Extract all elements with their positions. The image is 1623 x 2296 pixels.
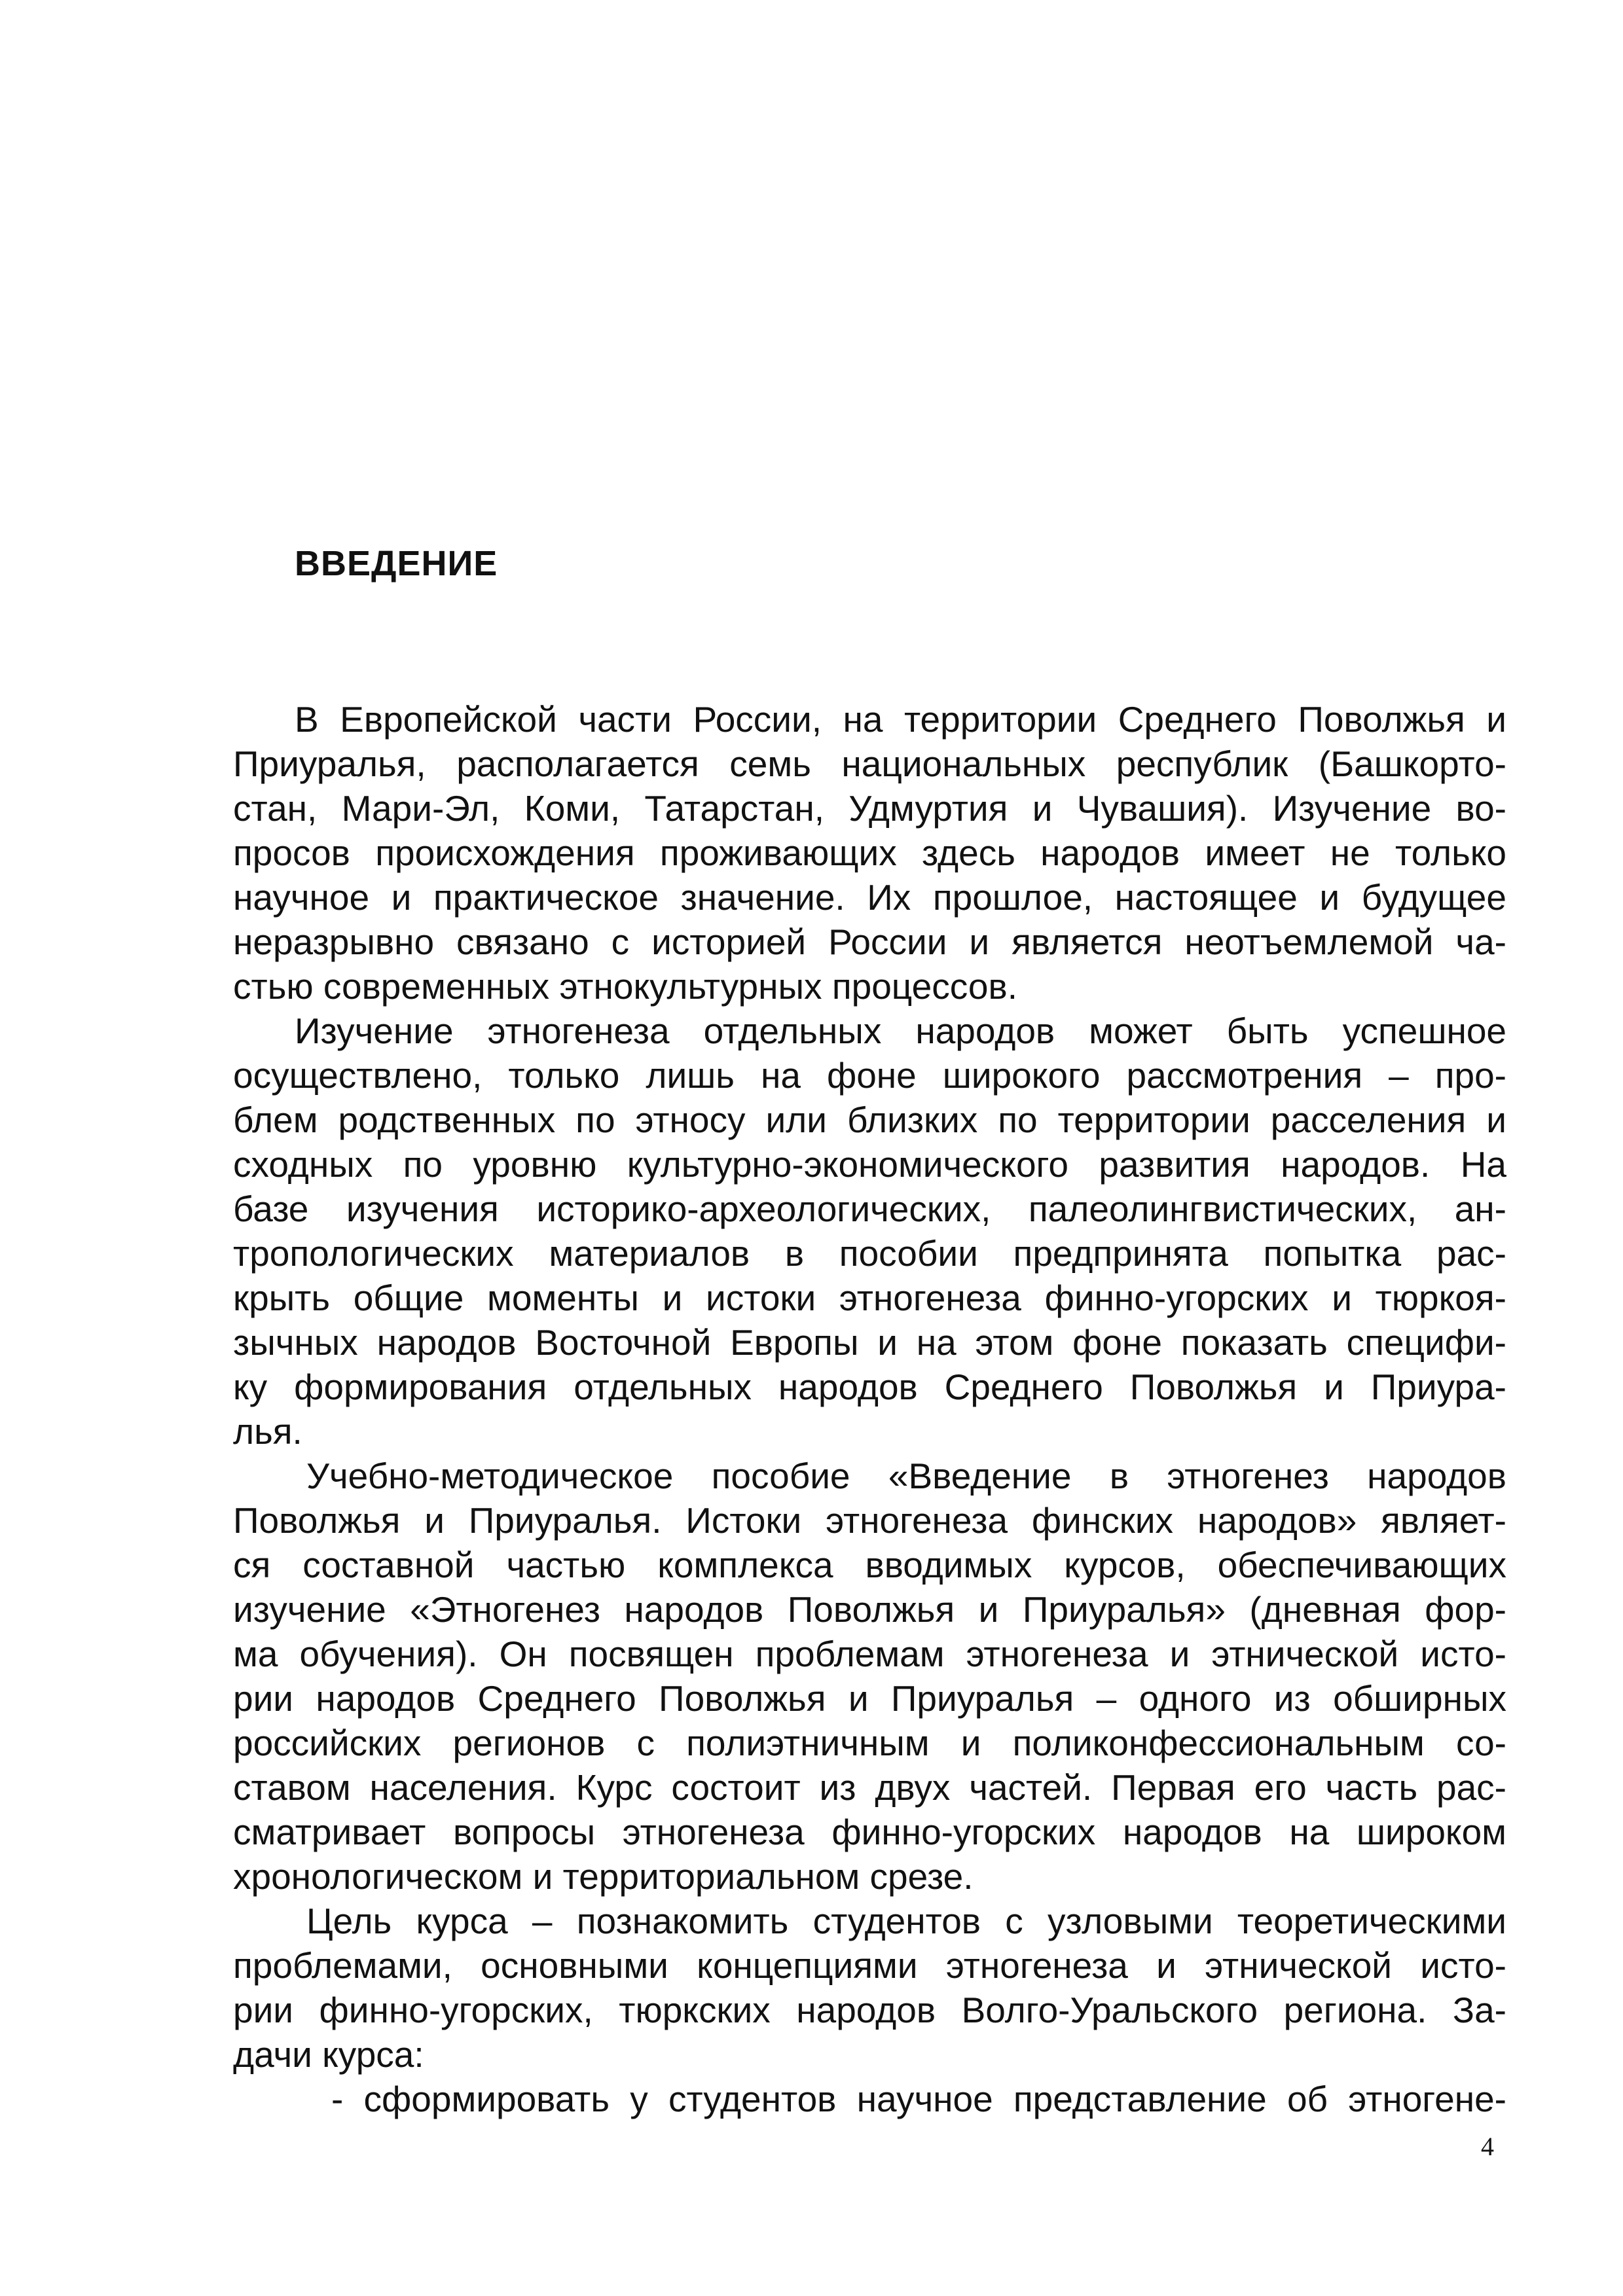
text-line: российских регионов с полиэтничным и поликонфессиональным со- bbox=[233, 1723, 1506, 1763]
text-line: изучение «Этногенез народов Поволжья и Приуралья» (дневная фор- bbox=[233, 1589, 1506, 1630]
text-line: Цель курса – познакомить студентов с узловыми теоретическими bbox=[306, 1901, 1506, 1941]
text-line: лья. bbox=[233, 1411, 302, 1452]
text-line: неразрывно связано с историей России и является неотъемлемой ча- bbox=[233, 922, 1506, 962]
text-line: Поволжья и Приуралья. Истоки этногенеза финских народов» являет- bbox=[233, 1500, 1506, 1541]
text-line: просов происхождения проживающих здесь народов имеет не только bbox=[233, 833, 1506, 873]
text-line: рии народов Среднего Поволжья и Приуралья – одного из обширных bbox=[233, 1678, 1506, 1719]
text-line: стью современных этнокультурных процессов. bbox=[233, 966, 1017, 1007]
text-line: осуществлено, только лишь на фоне широкого рассмотрения – про- bbox=[233, 1055, 1506, 1096]
text-line: рии финно-угорских, тюркских народов Волго-Уральского региона. За- bbox=[233, 1990, 1506, 2030]
text-line: ма обучения). Он посвящен проблемам этногенеза и этнической исто- bbox=[233, 1634, 1506, 1674]
text-line: ся составной частью комплекса вводимых курсов, обеспечивающих bbox=[233, 1545, 1506, 1585]
page-number: 4 bbox=[1481, 2132, 1494, 2161]
text-line: базе изучения историко-археологических, палеолингвистических, ан- bbox=[233, 1189, 1506, 1229]
text-line: проблемами, основными концепциями этногенеза и этнической исто- bbox=[233, 1945, 1506, 1986]
text-line: В Европейской части России, на территории Среднего Поволжья и bbox=[295, 699, 1506, 740]
text-line: Учебно-методическое пособие «Введение в этногенез народов bbox=[306, 1456, 1506, 1496]
text-line: Приуралья, располагается семь национальных республик (Башкорто- bbox=[233, 744, 1506, 784]
text-line: научное и практическое значение. Их прошлое, настоящее и будущее bbox=[233, 877, 1506, 918]
text-line: ставом населения. Курс состоит из двух частей. Первая его часть рас- bbox=[233, 1767, 1506, 1808]
text-line: - сформировать у студентов научное представление об этногене- bbox=[331, 2079, 1506, 2119]
text-line: сматривает вопросы этногенеза финно-угорских народов на широком bbox=[233, 1812, 1506, 1852]
text-line: крыть общие моменты и истоки этногенеза финно-угорских и тюркоя- bbox=[233, 1278, 1506, 1318]
text-line: блем родственных по этносу или близких по территории расселения и bbox=[233, 1100, 1506, 1140]
text-line: зычных народов Восточной Европы и на этом фоне показать специфи- bbox=[233, 1322, 1506, 1363]
text-line: дачи курса: bbox=[233, 2034, 424, 2075]
body-text bbox=[233, 697, 1506, 2121]
text-line: ку формирования отдельных народов Среднего Поволжья и Приура- bbox=[233, 1367, 1506, 1407]
text-line: Изучение этногенеза отдельных народов может быть успешное bbox=[295, 1011, 1506, 1051]
text-line: тропологических материалов в пособии предпринята попытка рас- bbox=[233, 1233, 1506, 1274]
text-line: стан, Мари-Эл, Коми, Татарстан, Удмуртия и Чувашия). Изучение во- bbox=[233, 788, 1506, 829]
page-title: ВВЕДЕНИЕ bbox=[295, 544, 498, 583]
text-line: хронологическом и территориальном срезе. bbox=[233, 1856, 974, 1897]
text-line: сходных по уровню культурно-экономического развития народов. На bbox=[233, 1144, 1506, 1185]
